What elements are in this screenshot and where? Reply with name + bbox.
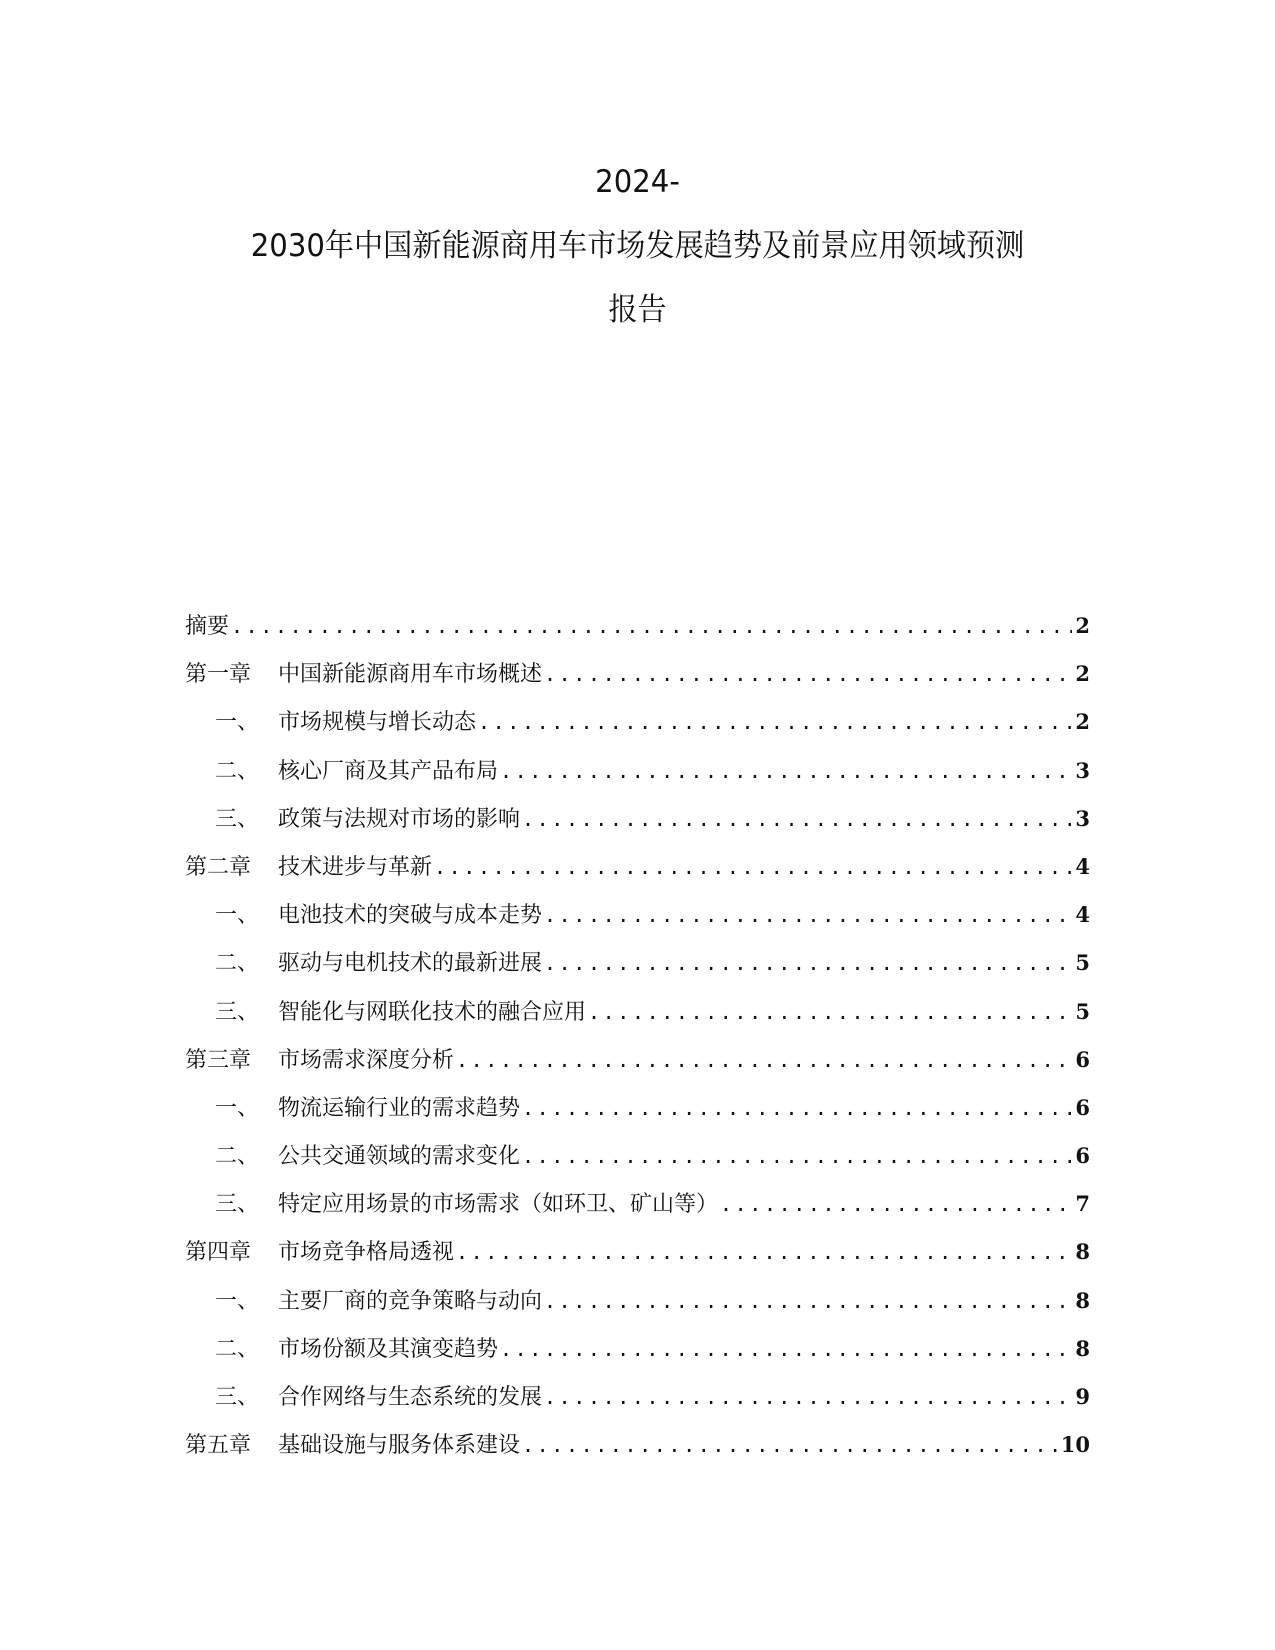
toc-entry-number: 二、 — [215, 1336, 260, 1362]
toc-entry[interactable] — [185, 939, 1090, 987]
toc-entry[interactable] — [185, 1325, 1090, 1373]
toc-entry-page-number[interactable]: 10 — [1060, 1432, 1090, 1458]
toc-entry-page-number[interactable]: 5 — [1075, 998, 1090, 1024]
toc-entry-page-number[interactable]: 7 — [1075, 1191, 1090, 1217]
toc-entry-page-number[interactable]: 8 — [1075, 1287, 1090, 1313]
dot-leader — [456, 1036, 1072, 1084]
dot-leader — [544, 1277, 1072, 1325]
toc-entry-page-number[interactable]: 4 — [1075, 902, 1090, 928]
dot-leader — [434, 843, 1072, 891]
toc-entry-title[interactable]: 摘要 — [185, 614, 230, 639]
toc-entry-number: 一、 — [215, 1095, 260, 1121]
toc-entry-title[interactable]: 电池技术的突破与成本走势 — [278, 903, 543, 929]
toc-entry-number: 第三章 — [185, 1047, 252, 1073]
toc-entry-page-number[interactable]: 3 — [1075, 805, 1090, 831]
title-line-3: 报告 — [608, 292, 667, 328]
toc-entry-number: 三、 — [215, 806, 260, 832]
toc-entry[interactable] — [185, 1084, 1090, 1132]
toc-entry-page-number[interactable]: 9 — [1075, 1384, 1090, 1409]
dot-leader — [544, 939, 1072, 987]
dot-leader — [544, 650, 1072, 698]
toc-entry-title[interactable]: 中国新能源商用车市场概述 — [278, 662, 543, 688]
toc-entry-number: 三、 — [215, 1192, 260, 1218]
toc-entry[interactable] — [185, 698, 1090, 746]
toc-entry-title[interactable]: 基础设施与服务体系建设 — [278, 1433, 521, 1459]
title-line-2: 2030年中国新能源商用车市场发展趋势及前景应用领域预测 — [250, 228, 1025, 264]
toc-entry[interactable] — [185, 1036, 1090, 1084]
toc-entry-page-number[interactable]: 2 — [1075, 661, 1090, 687]
toc-entry-number: 第二章 — [185, 854, 252, 880]
dot-leader — [544, 891, 1072, 939]
toc-entry-title[interactable]: 市场份额及其演变趋势 — [278, 1336, 499, 1362]
table-of-contents — [185, 602, 1090, 1469]
dot-leader — [500, 1325, 1072, 1373]
toc-entry-title[interactable]: 智能化与网联化技术的融合应用 — [278, 999, 587, 1025]
toc-entry[interactable] — [185, 1421, 1090, 1469]
dot-leader — [588, 988, 1072, 1036]
toc-entry-title[interactable]: 公共交通领域的需求变化 — [278, 1144, 521, 1170]
toc-entry[interactable] — [185, 1228, 1090, 1276]
dot-leader — [478, 698, 1072, 746]
dot-leader — [522, 795, 1072, 843]
toc-entry-title[interactable]: 市场规模与增长动态 — [278, 710, 477, 736]
toc-entry-page-number[interactable]: 3 — [1075, 757, 1090, 783]
toc-entry-number: 一、 — [215, 710, 260, 736]
toc-entry-page-number[interactable]: 2 — [1075, 709, 1090, 735]
toc-entry-page-number[interactable]: 5 — [1075, 950, 1090, 976]
toc-entry[interactable] — [185, 1277, 1090, 1325]
toc-entry-title[interactable]: 物流运输行业的需求趋势 — [278, 1095, 521, 1121]
dot-leader — [720, 1180, 1072, 1228]
toc-entry[interactable] — [185, 1132, 1090, 1180]
toc-entry-number: 三、 — [215, 1385, 260, 1410]
toc-entry-number: 一、 — [215, 903, 260, 929]
toc-entry-title[interactable]: 驱动与电机技术的最新进展 — [278, 951, 543, 977]
toc-entry-number: 三、 — [215, 999, 260, 1025]
toc-entry-page-number[interactable]: 8 — [1075, 1239, 1090, 1265]
toc-entry[interactable] — [185, 602, 1090, 650]
toc-entry-page-number[interactable]: 6 — [1075, 1143, 1090, 1169]
toc-entry-page-number[interactable]: 8 — [1075, 1335, 1090, 1361]
toc-entry-title[interactable]: 政策与法规对市场的影响 — [278, 806, 521, 832]
toc-entry-number: 第一章 — [185, 662, 252, 688]
title-line-1: 2024- — [595, 164, 680, 200]
dot-leader — [231, 602, 1072, 650]
dot-leader — [522, 1132, 1072, 1180]
dot-leader — [456, 1228, 1072, 1276]
toc-entry-number: 二、 — [215, 1144, 260, 1170]
toc-entry[interactable] — [185, 747, 1090, 795]
toc-entry[interactable] — [185, 650, 1090, 698]
toc-entry[interactable] — [185, 891, 1090, 939]
toc-entry[interactable] — [185, 795, 1090, 843]
toc-entry[interactable] — [185, 1373, 1090, 1421]
toc-entry-number: 一、 — [215, 1288, 260, 1314]
dot-leader — [522, 1421, 1059, 1469]
toc-entry-page-number[interactable]: 2 — [1075, 613, 1090, 638]
toc-entry[interactable] — [185, 1180, 1090, 1228]
toc-entry-number: 第四章 — [185, 1240, 252, 1266]
toc-entry-title[interactable]: 市场需求深度分析 — [278, 1047, 455, 1073]
toc-entry-page-number[interactable]: 6 — [1075, 1094, 1090, 1120]
document-title — [0, 150, 1275, 342]
toc-entry-title[interactable]: 特定应用场景的市场需求（如环卫、矿山等） — [278, 1192, 719, 1218]
dot-leader — [500, 747, 1072, 795]
toc-entry-title[interactable]: 合作网络与生态系统的发展 — [278, 1385, 543, 1410]
toc-entry[interactable] — [185, 988, 1090, 1036]
toc-entry-title[interactable]: 核心厂商及其产品布局 — [278, 758, 499, 784]
toc-entry-title[interactable]: 市场竞争格局透视 — [278, 1240, 455, 1266]
toc-entry-number: 第五章 — [185, 1433, 252, 1459]
toc-entry-title[interactable]: 主要厂商的竞争策略与动向 — [278, 1288, 543, 1314]
toc-entry-page-number[interactable]: 6 — [1075, 1046, 1090, 1072]
toc-entry[interactable] — [185, 843, 1090, 891]
dot-leader — [522, 1084, 1072, 1132]
dot-leader — [544, 1373, 1072, 1421]
toc-entry-page-number[interactable]: 4 — [1075, 853, 1090, 879]
toc-entry-number: 二、 — [215, 951, 260, 977]
toc-entry-title[interactable]: 技术进步与革新 — [278, 854, 433, 880]
toc-entry-number: 二、 — [215, 758, 260, 784]
